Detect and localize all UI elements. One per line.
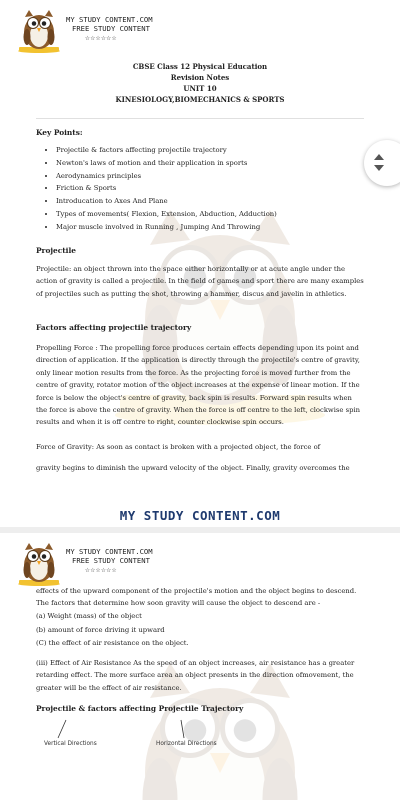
key-points-list — [36, 144, 277, 234]
paragraph-gravity-continued: gravity begins to diminish the upward velocity of the object. Finally, gravity overcomes the — [36, 464, 350, 472]
chevron-down-icon[interactable] — [374, 165, 384, 171]
list-item: • Projectile & factors affecting projectile trajectory — [56, 144, 277, 157]
heading-line: KINESIOLOGY,BIOMECHANICS & SPORTS — [115, 95, 285, 104]
paragraph-air-resistance: (iii) Effect of Air Resistance As the speed of an object increases, air resistance has a greater retarding effect. The more surface area an object presents in the direction ofmovement, the greater will be the effect of air resistance. — [36, 659, 355, 692]
key-points-title: Key Points: — [36, 128, 83, 137]
list-item: (a) Weight (mass) of the object — [36, 612, 142, 620]
list-item: • Introducation to Axes And Plane — [56, 195, 277, 208]
list-item: (C) the effect of air resistance on the object. — [36, 639, 189, 647]
paragraph-gravity: Force of Gravity: As soon as contact is broken with a projected object, the force of — [36, 443, 321, 451]
heading-line: CBSE Class 12 Physical Education — [132, 62, 268, 71]
diagram-label-vertical: Vertical Directions — [44, 741, 97, 747]
list-item: • Types of movements( Flexion, Extension, Abduction, Adduction) — [56, 208, 277, 221]
divider — [36, 118, 364, 119]
owl-logo-icon — [14, 3, 64, 53]
list-item: • Newton's laws of motion and their application in sports — [56, 157, 277, 170]
brand-tagline: FREE STUDY CONTENT — [72, 24, 150, 33]
brand-name: MY STUDY CONTENT.COM — [66, 547, 153, 556]
list-item: (b) amount of force driving it upward — [36, 626, 165, 634]
footer-brand: MY STUDY CONTENT.COM — [119, 508, 281, 523]
paragraph-projectile: Projectile: an object thrown into the space either horizontally or at acute angle under the action of gravity is called a projectile. In the field of games and sport there are many examples of projectiles such as putting the shot, throwing a hammer, discus and javelin in athletics. — [36, 265, 364, 298]
brand-block — [66, 15, 153, 42]
brand-tagline: FREE STUDY CONTENT — [72, 556, 150, 565]
heading-line: UNIT 10 — [183, 84, 217, 93]
section-title-diagram: Projectile & factors affecting Projectile Trajectory — [36, 704, 244, 713]
paragraph-propelling-force: Propelling Force : The propelling force produces certain effects depending upon its point and direction of application. If the application is directly through the projectile's centre of gravity, only linear motion results from the force. As the projecting force is moved further from the centre of gravity, rotator motion of the object increases at the expense of linear motion. If the force is below the object's centre of gravity, back spin is results. Forward spin results when the force is above the centre of gravity. When the force is off centre to the left, clockwise spin results and when it is off centre to right, counter clockwise spin occurs. — [36, 344, 360, 427]
section-title-projectile: Projectile — [36, 246, 76, 255]
owl-logo-icon — [14, 536, 64, 586]
brand-block — [66, 547, 153, 574]
brand-name: MY STUDY CONTENT.COM — [66, 15, 153, 24]
paragraph-continuation: effects of the upward component of the projectile's motion and the object begins to descend. The factors that determine how soon gravity will cause the object to descend are - — [36, 587, 357, 608]
list-item: • Aerodynamics principles — [56, 170, 277, 183]
chevron-up-icon[interactable] — [374, 154, 384, 160]
document-heading — [0, 61, 400, 105]
rating-stars-icon: ☆☆☆☆☆☆ — [85, 565, 117, 574]
diagram-label-horizontal: Horizontal Directions — [156, 741, 217, 747]
section-title-factors: Factors affecting projectile trajectory — [36, 323, 192, 332]
list-item: • Friction & Sports — [56, 182, 277, 195]
rating-stars-icon: ☆☆☆☆☆☆ — [85, 33, 117, 42]
heading-line: Revision Notes — [170, 73, 230, 82]
document-page-2 — [0, 533, 400, 800]
list-item: • Major muscle involved in Running , Jumping And Throwing — [56, 221, 277, 234]
